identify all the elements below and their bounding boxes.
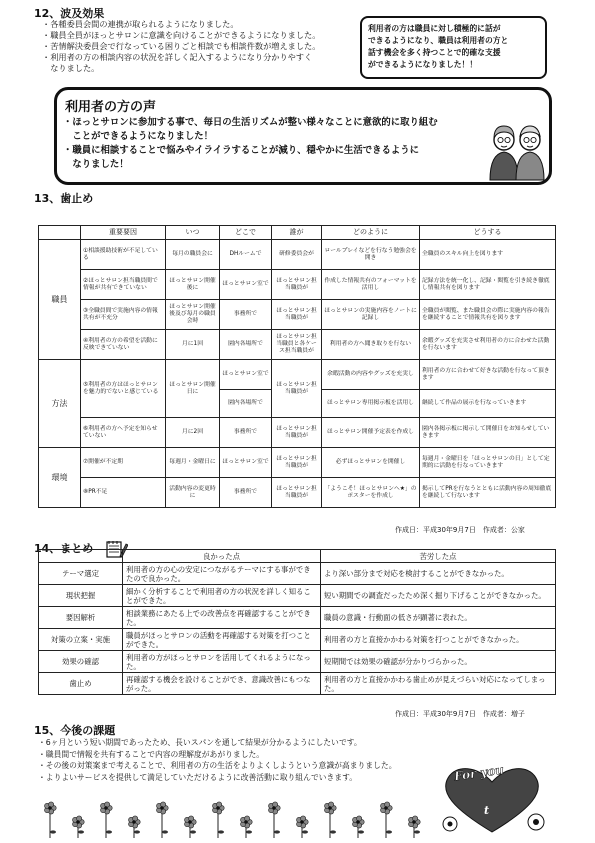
voice-line: ・職員に相談することで悩みやイライラすることが減り、穏やかに生活できるように xyxy=(63,145,419,156)
flower-icon xyxy=(156,802,168,838)
table-row: 効果の確認 利用者の方がほっとサロンを活用してくれるようになった。 短期間では効果の確認が分かりづらかった。 xyxy=(39,651,556,673)
s12-heading: 12、波及効果 xyxy=(34,7,105,20)
flower-icon xyxy=(240,816,252,838)
table-row: 環境 ⑦開催が不定期 毎週月・金曜日に ほっとサロン室で ほっとサロン担当職員が 必ずほっとサロンを開催し 毎週月・金曜日を「ほっとサロンの日」として定期的に活動を行なっていきます xyxy=(39,448,556,478)
table-row: 歯止め 再確認する機会を設けることができ、意識改善にもつながった。 利用者の方と直接かかわる歯止めが見えづらい対応になってしまった。 xyxy=(39,673,556,695)
table-row: ④利用者の方の希望を活動に反映できていない 月に1回 園内各場所で ほっとサロン担当職員と各ケース担当職員が 利用者の方へ聞き取りを行ない 余暇グッズを充実させ利用者の方に合わせた活動を行ないます xyxy=(39,330,556,360)
list-item: ・その後の対策案まで考えることで、利用者の方の生活をよりよくしようという意識が高まりました。 xyxy=(38,761,397,770)
elderly-couple-icon xyxy=(487,120,547,182)
flower-icon xyxy=(408,816,420,838)
s14-footer: 作成日：平成30年9月7日 作成者：増子 xyxy=(395,710,525,718)
table-row: 方法 ⑤利用者の方はほっとサロンを魅力的でないと感じている ほっとサロン開催日に ほっとサロン室で ほっとサロン担当職員が 余暇活動の内容やグッズを充実し 利用者の方に合わせて好きな活動を行なって頂きます xyxy=(39,360,556,390)
table-header-row: 良かった点 苦労した点 xyxy=(39,550,556,563)
for-you-decoration xyxy=(432,758,552,836)
s13-footer: 作成日：平成30年9月7日 作成者：公家 xyxy=(395,526,525,534)
table-row: テーマ選定 利用者の方の心の安定につながるテーマにする事ができたので良かった。 より深い部分まで対応を検討することができなかった。 xyxy=(39,563,556,585)
list-item: ・職員間で情報を共有することで内容の理解度があがりました。 xyxy=(38,749,265,759)
user-voice-box xyxy=(54,87,552,185)
voice-line: なりました！ xyxy=(63,159,129,170)
table-row: ②ほっとサロン担当職員間で情報が共有できていない ほっとサロン開催後に ほっとサロン室で ほっとサロン担当職員が 作成した情報共有のフォーマットを活用し 記録方法を統一化し、記録・閲覧を引き続き徹底し情報共有を図ります xyxy=(39,270,556,300)
flower-icon xyxy=(268,802,280,838)
flower-icon xyxy=(72,816,84,838)
list-item: なりました。 xyxy=(42,63,100,73)
deco-text: For you xyxy=(453,762,505,784)
flower-border-icon xyxy=(40,796,430,840)
flower-icon xyxy=(296,816,308,838)
s15-list xyxy=(38,737,428,783)
table-row: 職員 ①相談援助技術が不足している 毎月の職員会に DHルームで 研修委員会が ロールプレイなどを行なう勉強会を開き 全職員のスキル向上を図ります xyxy=(39,240,556,270)
table-row: 現状把握 細かく分析することで利用者の方の状況を詳しく知ることができた。 短い期間での調査だったため深く掘り下げることができなかった。 xyxy=(39,585,556,607)
flower-icon xyxy=(184,816,196,838)
list-item: ・よりよいサービスを提供して満足していただけるように改善活動に取り組んでいきます。 xyxy=(38,772,358,782)
category-cell: 方法 xyxy=(39,360,81,448)
table-row: ⑥利用者の方へ予定を知らせていない 月に2回 事務所で ほっとサロン担当職員が ほっとサロン開催予定表を作成し 園内各掲示板に掲示して開催日をお知らせしていきます xyxy=(39,418,556,448)
voice-title: 利用者の方の声 xyxy=(65,100,157,115)
s14-table xyxy=(38,549,556,695)
flower-icon xyxy=(128,816,140,838)
voice-line: ことができるようになりました！ xyxy=(63,131,214,142)
flower-icon xyxy=(324,802,336,838)
list-item: ・利用者の方の相談内容の状況を詳しく記入するようになり分かりやすく xyxy=(42,52,313,62)
voice-lines xyxy=(63,116,483,172)
flower-icon xyxy=(352,816,364,838)
deco-letter: t xyxy=(484,804,490,817)
table-row: ⑧PR不足 活動内容の変更時に 事務所で ほっとサロン担当職員が 「ようこそ！ほっとサロンへ★」のポスターを作成し 掲示してPRを行なうとともに活動内容の周知徹底を継続して行ないます xyxy=(39,478,556,508)
s13-table xyxy=(38,225,556,508)
flower-icon xyxy=(380,802,392,838)
voice-line: ・ほっとサロンに参加する事で、毎日の生活リズムが整い様々なことに意欲的に取り組む xyxy=(63,117,438,128)
flower-icon xyxy=(212,802,224,838)
category-cell: 職員 xyxy=(39,240,81,360)
s12-callout: 利用者の方は職員に対し積極的に話が できるようになり、職員は利用者の方と 話す機会を多く持つことで的確な支援 ができるようになりました！！ xyxy=(360,16,547,79)
flower-icon xyxy=(44,802,56,838)
table-row: 対策の立案・実施 職員がほっとサロンの活動を再確認する対策を打つことができた。 利用者の方と直接かかわる対策を打つことができなかった。 xyxy=(39,629,556,651)
list-item: ・6ヶ月という短い期間であったため、長いスパンを通して結果が分かるようにしたいです。 xyxy=(38,738,362,747)
s12-list xyxy=(42,19,352,74)
s14-heading: 14、まとめ xyxy=(34,542,94,555)
table-header-row: 重要要因 いつ どこで 誰が どのように どうする xyxy=(39,226,556,240)
table-row: 要因解析 相談業務にあたる上での改善点を再確認することができた。 職員の意識・行動面の低さが顕著に表れた。 xyxy=(39,607,556,629)
list-item: ・職員全員がほっとサロンに意識を向けることができるようになりました。 xyxy=(42,30,321,40)
table-row: 園内各場所で ほっとサロン専用掲示板を活用し 継続して作品の展示を行なっていきます xyxy=(39,390,556,418)
s13-heading: 13、歯止め xyxy=(34,192,94,205)
table-row: ③全職員間で実施内容の情報共有が不充分 ほっとサロン開催後及び毎月の職員会時 事務所で ほっとサロン担当職員が ほっとサロンの実施内容をノートに記録し 全職員が閲覧、また職員会の際に実施内容の報告を継続することで情報共有を図ります xyxy=(39,300,556,330)
flower-icon xyxy=(100,802,112,838)
list-item: ・苦情解決委員会で行なっている困りごと相談でも相談件数が増えました。 xyxy=(42,41,321,51)
category-cell: 環境 xyxy=(39,448,81,508)
s15-heading: 15、今後の課題 xyxy=(34,724,116,737)
list-item: ・各種委員会間の連携が取られるようになりました。 xyxy=(42,19,239,29)
